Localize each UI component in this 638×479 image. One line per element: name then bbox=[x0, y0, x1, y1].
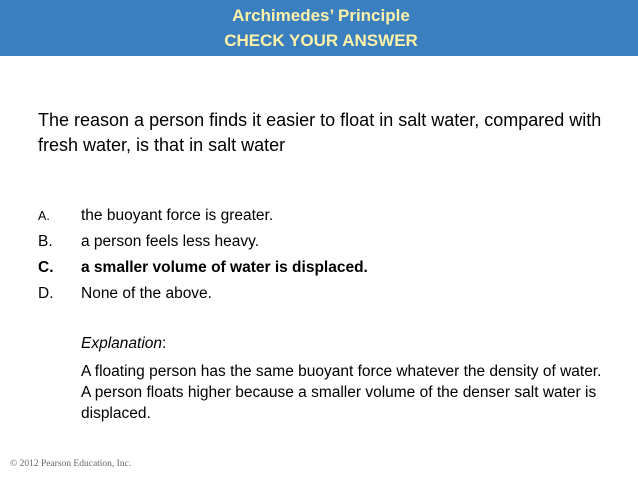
explanation-label: Explanation bbox=[81, 335, 163, 352]
option-text: a smaller volume of water is displaced. bbox=[81, 259, 368, 276]
option-letter: C. bbox=[38, 259, 54, 276]
option-letter: B. bbox=[38, 233, 53, 250]
option-letter: D. bbox=[38, 285, 54, 302]
question-text: The reason a person finds it easier to float in salt water, compared with fresh water, is that in salt water bbox=[38, 110, 602, 155]
title-banner bbox=[0, 0, 638, 56]
option-text: None of the above. bbox=[81, 285, 212, 302]
explanation-text: A floating person has the same buoyant force whatever the density of water. A person floats higher because a smaller volume of the denser salt water is displaced. bbox=[81, 363, 602, 422]
slide-subtitle: CHECK YOUR ANSWER bbox=[224, 31, 418, 50]
option-letter: A. bbox=[38, 209, 50, 223]
copyright-notice: © 2012 Pearson Education, Inc. bbox=[10, 459, 132, 469]
slide-title: Archimedes’ Principle bbox=[232, 6, 410, 25]
option-text: a person feels less heavy. bbox=[81, 233, 260, 250]
explanation-heading bbox=[81, 333, 166, 355]
option-text: the buoyant force is greater. bbox=[81, 207, 274, 224]
explanation-colon: : bbox=[162, 335, 167, 352]
